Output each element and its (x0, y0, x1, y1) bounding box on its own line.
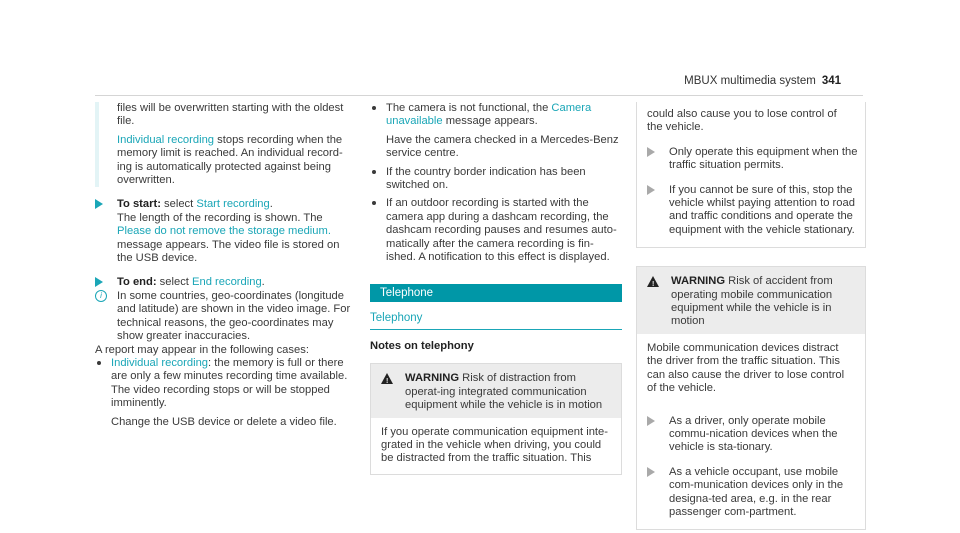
header-title: MBUX multimedia system (684, 75, 816, 87)
warning-triangle-icon: ! (647, 276, 659, 287)
bullet-icon (372, 170, 376, 174)
step-label: To end: (117, 276, 157, 289)
step-label: To start: (117, 198, 161, 211)
warning-body: If you operate communication equipment inte-grated in the vehicle when driving, you could be distracted from the traffic situation. This (381, 425, 608, 465)
page-header (684, 75, 841, 88)
column-3 (636, 102, 866, 530)
arrow-right-icon (647, 185, 655, 195)
arrow-right-icon (647, 147, 655, 157)
individual-recording-link[interactable]: Individual recording (117, 133, 215, 146)
list-item: If the country border indication has been switched on. (370, 166, 622, 193)
warning-box (370, 363, 622, 474)
report-intro: A report may appear in the following cases: (95, 343, 309, 356)
info-icon: i (95, 290, 107, 302)
warning-triangle-icon: ! (381, 373, 393, 384)
start-recording-link[interactable]: Start recording (196, 198, 270, 211)
warning-header: ! WARNING Risk of distraction from operat-ing integrated communication equipment while the vehicle is in motion (371, 364, 621, 417)
step: If you cannot be sure of this, stop the vehicle whilst paying attention to road and traffic conditions and operate the equipment with the vehicle stationary. (647, 184, 859, 238)
warning-label: WARNING (405, 372, 460, 385)
individual-recording-link[interactable]: Individual recording (111, 356, 209, 369)
page-number: 341 (821, 75, 841, 87)
arrow-right-icon (95, 199, 103, 209)
column-1 (95, 102, 355, 429)
paragraph: Individual recording stops recording when the memory limit is reached. An individual record-ing is automatically protected against being overwritten. (117, 133, 343, 187)
warning-header: ! WARNING Risk of accident from operating mobile communication equipment while the vehicle is in motion (637, 267, 865, 334)
column-2 (370, 102, 622, 475)
arrow-right-icon (647, 467, 655, 477)
arrow-right-icon (647, 416, 655, 426)
paragraph: could also cause you to lose control of the vehicle. (647, 108, 837, 134)
header-rule (95, 95, 863, 96)
list-item: If an outdoor recording is started with the camera app during a dashcam recording, the dashcam recording pauses and resumes auto-matically after the camera recording is fin-ished. A notification to this effect is displayed. (370, 197, 622, 264)
notes-heading: Notes on telephony (370, 339, 474, 352)
section-heading-bar: Telephone (370, 284, 622, 302)
warning-box (636, 266, 866, 530)
continued-block (95, 102, 355, 187)
arrow-right-icon (95, 277, 103, 287)
camera-unavailable-link[interactable]: Camera unavailable (386, 102, 592, 128)
section-subheading: Telephony (370, 312, 622, 329)
step: Only operate this equipment when the traffic situation permits. (647, 146, 859, 173)
bullet-icon (97, 361, 101, 365)
paragraph: files will be overwritten starting with the oldest file. (117, 102, 344, 128)
storage-message: Please do not remove the storage medium. (117, 225, 331, 238)
warning-box-continued (636, 102, 866, 248)
step: As a vehicle occupant, use mobile com-munication devices only in the designa-ted area, e.g. in the rear passenger com-partment. (647, 466, 859, 520)
list-item: The camera is not functional, the Camera unavailable message appears. Have the camera checked in a Mercedes-Benz service centre. (370, 102, 622, 161)
bullet-icon (372, 106, 376, 110)
bullet-icon (372, 201, 376, 205)
info-note: i In some countries, geo-coordinates (longitude and latitude) are shown in the video image. For technical reasons, the geo-coordinates may show greater inaccuracies. (95, 290, 355, 344)
end-recording-link[interactable]: End recording (192, 276, 262, 289)
step: As a driver, only operate mobile commu-nication devices when the vehicle is sta-tionary. (647, 415, 859, 455)
warning-body: Mobile communication devices distract the driver from the traffic situation. This can also cause the driver to lose control of the vehicle. (647, 341, 845, 395)
list-item: Individual recording: the memory is full or there are only a few minutes recording time available. The video recording stops or will be stopped imminently. Change the USB device or delete a video file. (95, 357, 355, 429)
step-end: To end: select End recording. (95, 276, 355, 289)
step-start: To start: select Start recording. The length of the recording is shown. The Please do not remove the storage medium. message appears. The video file is stored on the USB device. (95, 198, 355, 265)
warning-label: WARNING (671, 275, 726, 288)
